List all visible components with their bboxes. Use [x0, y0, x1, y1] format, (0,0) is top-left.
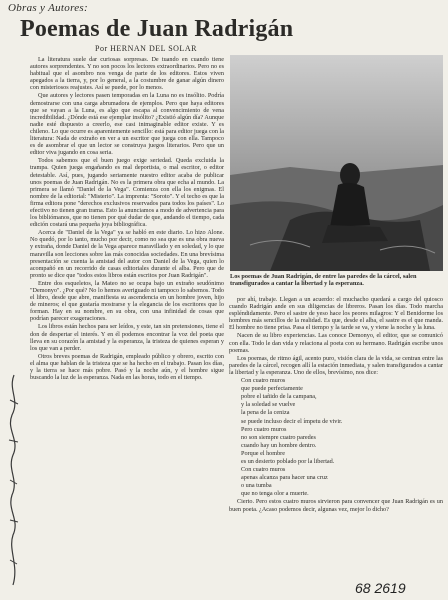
paragraph: Los poemas, de ritmo ágil, acento puro, visión clara de la vida, se centran entre las paredes de la cárcel, recogen allí la estación inmediata, y salen transfigurados a cantar la libertad y la esperanza. Uno de ellos, brevísimo, nos dice: [229, 354, 443, 376]
poem-line: que no tenga olor a muerte. [241, 490, 309, 498]
handwritten-margin-stamp [4, 370, 24, 595]
archive-number: 68 2619 [355, 580, 406, 596]
poem-line: Pero cuatro muros [241, 425, 287, 433]
poem [229, 377, 443, 497]
poem-line: Con cuatro muros [241, 466, 286, 474]
left-column [30, 56, 224, 596]
poem-line: Porque el hombre [241, 449, 285, 457]
poem-line: Con cuatro muros [241, 377, 286, 385]
paragraph: Los libros están hechos para ser leídos, y este, tan sin pretensiones, tiene el don de despertar el interés. Y en él podemos encontrar la voz del poeta que lleva en su corazón la amistad y la esperanza, la tristeza de quienes esperan y los que van a perder. [30, 323, 224, 352]
paragraph: Todos sabemos que el buen juego exige seriedad. Queda excluida la trampa. Quien juega engañando es mal deportista, o mal escritor, o editor detestable. Así, pues, jugando seriamente nuestro editor acaba de publicar unos poemas de Juan Radrigán. No es la primera obra que echa al mundo. La primera se llamó "Daniel de la Vega". Comienza con ella los enigmas. El nombre de la editorial: "Misterio". La imprenta: "Soroto". Y el techo es que la firma editora pone "derechos exclusivos reservados para todos los países". Lo efectivo no tienen gran trama. Esto la anunciamos a modo de advertencia para los bibliómanos, que no tienen por qué dudar de que, andando el tiempo, cada edición costará una pequeña joya bibliográfica. [30, 157, 224, 229]
poem-line: es un desierto poblado por la libertad. [241, 457, 335, 465]
paragraph: Entre dos esqueletos, la Mateo no se ocupa bajo un extraño seudónimo "Demonyo". ¿Por qué? No lo hemos averiguado ni tampoco lo sabemos. Todo el libro, desde que abre, manifiesta su ascendencia en un hombre joven, hijo de mineros; el que gustaría mostrarse y la elegancia de los escritores que lo forman. Hay en su nombre, en su obra, con una infinidad de cosas que podrían parecer exageraciones. [30, 279, 224, 323]
kicker: Obras y Autores: [8, 2, 88, 14]
article-title: Poemas de Juan Radrigán [20, 16, 294, 42]
paragraph: Acerca de "Daniel de la Vega" ya se habló en este diario. Lo hizo Alone. No quedó, por lo tanto, mucho por decir, como no sea que es una obra nueva y extraña, donde Daniel de la Vega aparece maravillado y en soledad, y lo que maravilla son lecciones sobre las más conocidas sociedades. En una brevísima presentación se cuenta la amistad del autor con Daniel de la Vega, quien lo acompañó en un recorrido de casas editoriales durante el alba. Pero que de pronto se dice que "todos estos libros están escritos por Juan Radrigán". [30, 229, 224, 279]
byline: Por HERNAN DEL SOLAR [95, 44, 197, 53]
poem-line: no son siempre cuatro paredes [241, 433, 316, 441]
poem-line: o una tumba [241, 482, 272, 490]
author-photo [230, 55, 443, 271]
poem-line: cuando hay un hombre dentro. [241, 441, 317, 449]
paragraph: Que autores y lectores pasen temporadas en la Luna no es insólito. Podría demostrarse con una carga abrumadora de ejemplos. Pero que haya editores que se vayan a la Luna, es algo que escapa al convencimiento de vena incredibilidad. ¿Dónde está ese ejemplar insólito? ¿Existió algún día? Aunque nadie esté dispuesto a creerlo, ese casi inimaginable editor existe. Y es chileno. Lo que ocurre es aparentemente sencillo: está para editor juega con la literatura: Nada de extraño en ver a un escritor que juega con ella. Tampoco es de asombrar el que un lector se construya juegos literarios. Pero que un editor viva jugando en cosa seria. [30, 92, 224, 157]
paragraph: La literatura suele dar curiosas sorpresas. De tuando en cuando tiene autores sorprendentes. Y no son pocos los lectores extraordinarios. Pero no es habitual que el asombro nos venga de parte de los editores. Estos viven apegados a la tierra, y, por lo general, a la costumbre de ganar algún dinero con misteriosos reajustes. Así se puede, por lo menos. [30, 56, 224, 92]
paragraph: por ahí, trabaje. Llegan a un acuerdo: el muchacho quedará a cargo del quiosco cuando Radrigán ande en sus diligencias de libreros. Pasan los días. Todo marcha espléndidamente. Pero el sastre de yeso hace los peores milagros: Y el Benidorme los hombres más sencillos de la realidad. Es que, desde el alba, el sastre es el que manda. El hombre no tiene prisa. Pasa el tiempo y la tarde se va, y viene la noche y la luna. [229, 296, 443, 332]
poem-line: y la soledad se vuelve [241, 401, 296, 409]
paragraph: Cierto. Pero estos cuatro muros sirvieron para convencer que Juan Radrigán es un buen poeta. ¿Acaso podemos decir, algunas vez, mejor lo dicho? [229, 498, 443, 513]
photo-caption: Los poemas de Juan Radrigán, de entre las paredes de la cárcel, salen transfigurados a cantar la libertad y la esperanza. [230, 273, 417, 288]
poem-line: se puede incluso decir el ímpetu de vivir. [241, 417, 343, 425]
paragraph: Otros breves poemas de Radrigán, empleado público y obrero, escrito con el alma que hablan de la tristeza que se ha hecho en el trabajo. Pasan los días, y la tierra se hace más pobre. Pasó y la noche aún, y el hombre sigue buscando la luz de la esperanza. Nada en las horas, todo en el tiempo. [30, 352, 224, 382]
poem-line: la pena de la ceniza [241, 409, 290, 417]
right-column [229, 296, 443, 580]
poem-line: pobre el tañido de la campana, [241, 393, 317, 401]
poem-line: que puede perfectamente [241, 385, 303, 393]
poem-line: apenas alcanza para hacer una cruz [241, 474, 328, 482]
paragraph: Nacen de su libro experiencias. Las conoce Demonyo, el editor, que se comunicó con ella. Todo le dan vida y relaciona al poeta con su hermano. Radrigán escribe unos poemas. [229, 332, 443, 354]
